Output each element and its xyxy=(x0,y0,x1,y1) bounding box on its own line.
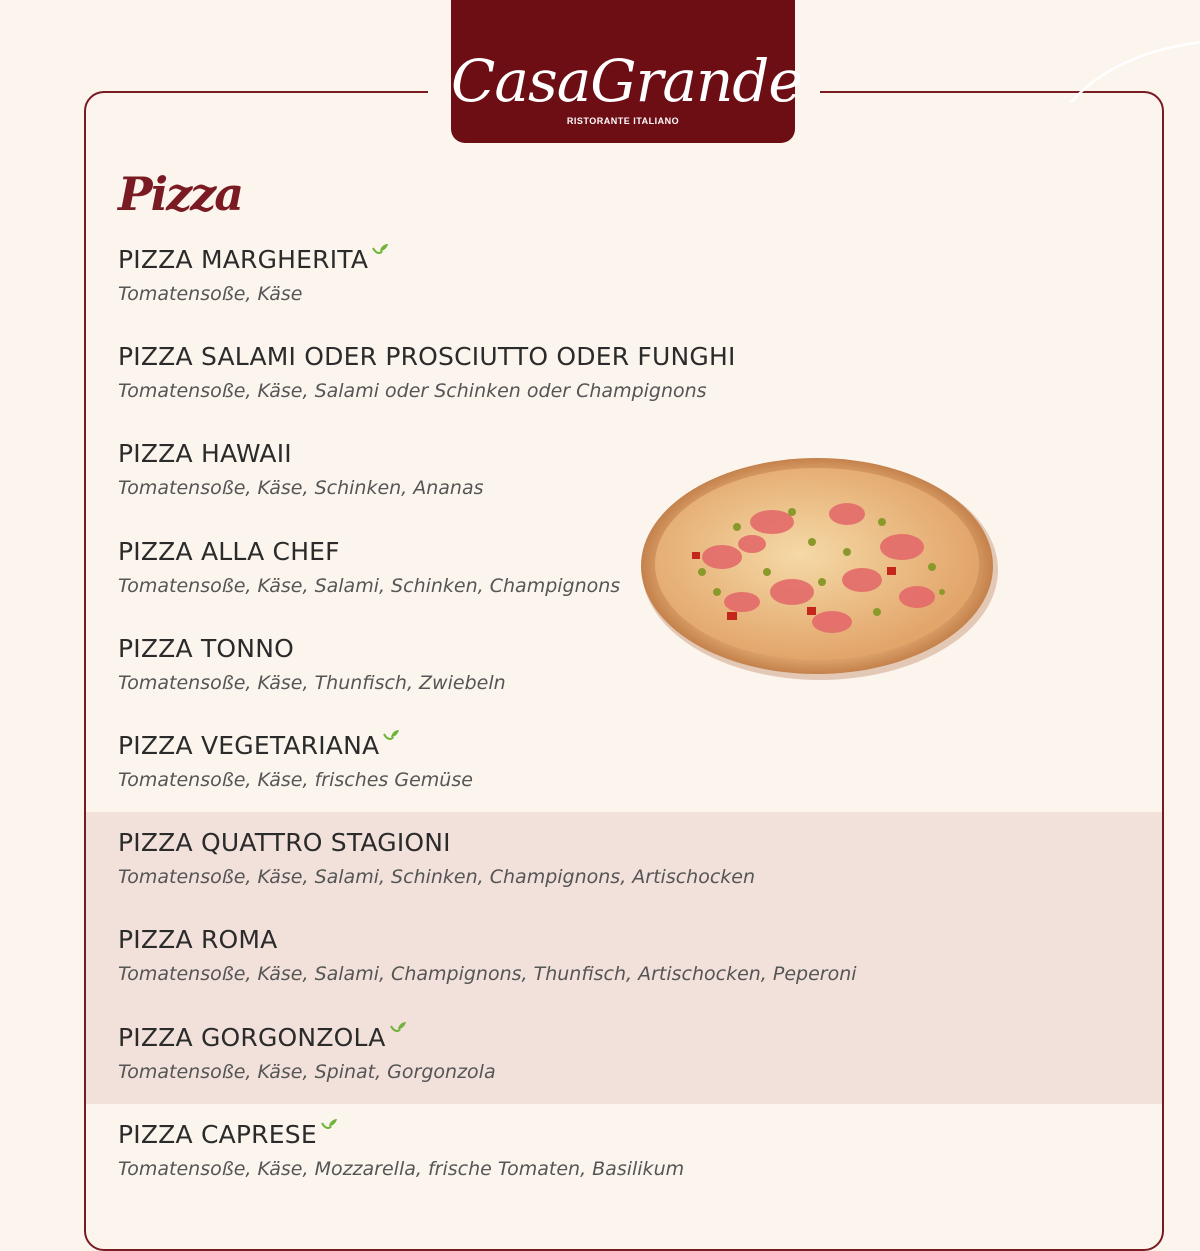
menu-item-name-row xyxy=(118,341,736,373)
menu-item-description: Tomatensoße, Käse, Salami, Schinken, Champignons, Artischocken xyxy=(118,866,756,888)
menu-item-name: PIZZA MARGHERITA xyxy=(118,245,369,274)
menu-item-name: PIZZA VEGETARIANA xyxy=(118,731,380,760)
menu-item-name: PIZZA TONNO xyxy=(118,634,294,663)
vegetarian-leaf-icon xyxy=(382,728,400,742)
menu-item-description: Tomatensoße, Käse, Salami, Champignons, Thunfisch, Artischocken, Peperoni xyxy=(118,963,857,985)
menu-item xyxy=(118,438,484,500)
menu-item-name-row xyxy=(118,438,484,470)
menu-item-description: Tomatensoße, Käse, Salami, Schinken, Champignons xyxy=(118,575,621,597)
section-title: Pizza xyxy=(118,167,243,221)
logo-subtitle: RISTORANTE ITALIANO xyxy=(566,116,680,126)
menu-item xyxy=(118,827,755,889)
menu-item xyxy=(118,730,473,792)
vegetarian-leaf-icon xyxy=(389,1020,407,1034)
menu-item xyxy=(118,341,736,403)
menu-item-description: Tomatensoße, Käse, Salami oder Schinken oder Champignons xyxy=(118,380,707,402)
restaurant-logo[interactable] xyxy=(451,0,802,143)
menu-item-name: PIZZA SALAMI ODER PROSCIUTTO ODER FUNGHI xyxy=(118,342,736,371)
menu-item-name: PIZZA ALLA CHEF xyxy=(118,537,340,566)
menu-item xyxy=(118,244,389,306)
menu-item xyxy=(118,1022,496,1084)
menu-item xyxy=(118,536,620,598)
vegetarian-leaf-icon xyxy=(320,1117,338,1131)
menu-item-description: Tomatensoße, Käse, Mozzarella, frische Tomaten, Basilikum xyxy=(118,1158,685,1180)
menu-item-name-row xyxy=(118,924,857,956)
menu-item-name-row xyxy=(118,1022,496,1054)
menu-item-description: Tomatensoße, Käse, Thunfisch, Zwiebeln xyxy=(118,672,506,694)
menu-item xyxy=(118,924,857,986)
menu-item-name-row xyxy=(118,633,506,665)
menu-item-name: PIZZA CAPRESE xyxy=(118,1120,317,1149)
logo-swash-icon xyxy=(1051,38,1200,118)
menu-item-name-row xyxy=(118,536,620,568)
menu-item-name-row xyxy=(118,827,755,859)
menu-item-description: Tomatensoße, Käse xyxy=(118,283,303,305)
menu-item-description: Tomatensoße, Käse, frisches Gemüse xyxy=(118,769,473,791)
menu-item-name: PIZZA GORGONZOLA xyxy=(118,1023,386,1052)
menu-item-name-row xyxy=(118,1119,684,1151)
menu-item xyxy=(118,633,506,695)
menu-item-description: Tomatensoße, Käse, Spinat, Gorgonzola xyxy=(118,1061,496,1083)
menu-item-name: PIZZA ROMA xyxy=(118,925,278,954)
menu-item-name-row xyxy=(118,244,389,276)
menu-item-name: PIZZA HAWAII xyxy=(118,439,292,468)
menu-item-name: PIZZA QUATTRO STAGIONI xyxy=(118,828,451,857)
vegetarian-leaf-icon xyxy=(371,242,389,256)
menu-item-description: Tomatensoße, Käse, Schinken, Ananas xyxy=(118,477,484,499)
pizza-photo xyxy=(632,452,1002,692)
menu-item-name-row xyxy=(118,730,473,762)
logo-title: CasaGrande xyxy=(451,47,802,115)
menu-item xyxy=(118,1119,684,1181)
